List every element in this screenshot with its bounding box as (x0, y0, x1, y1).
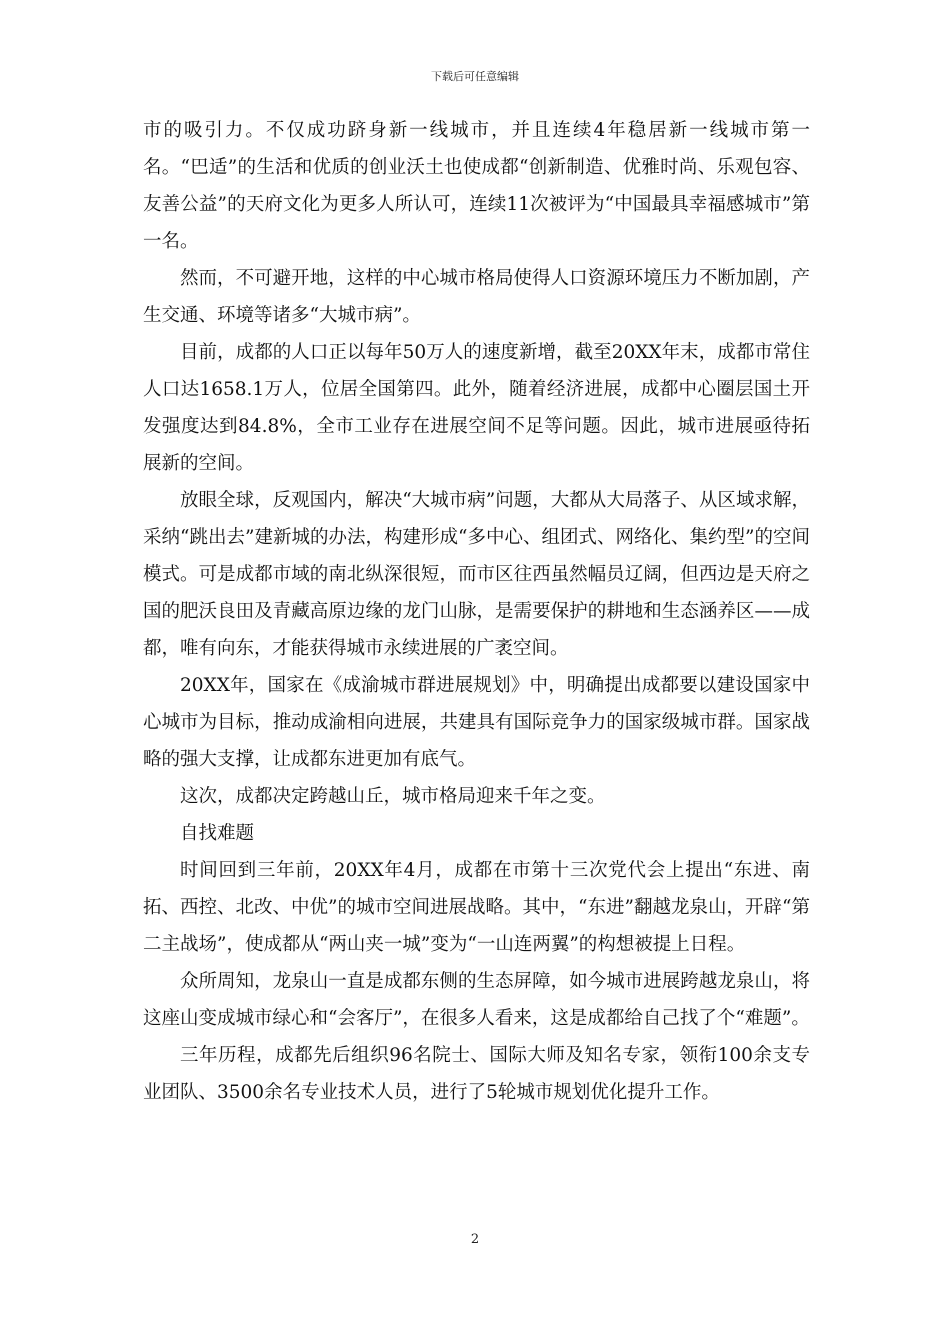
paragraph: 众所周知，龙泉山一直是成都东侧的生态屏障，如今城市进展跨越龙泉山，将这座山变成城市绿心和“会客厅”，在很多人看来，这是成都给自己找了个“难题”。 (143, 971, 810, 1029)
paragraph: 放眼全球，反观国内，解决“大城市病”问题，大都从大局落子、从区域求解，采纳“跳出去”建新城的办法，构建形成“多中心、组团式、网络化、集约型”的空间模式。可是成都市域的南北纵深很短，而市区往西虽然幅员辽阔，但西边是天府之国的肥沃良田及青藏高原边缘的龙门山脉，是需要保护的耕地和生态涵养区——成都，唯有向东，才能获得城市永续进展的广袤空间。 (143, 490, 810, 659)
paragraph: 时间回到三年前，20XX年4月，成都在市第十三次党代会上提出“东进、南拓、西控、北改、中优”的城市空间进展战略。其中，“东进”翻越龙泉山，开辟“第二主战场”，使成都从“两山夹一城”变为“一山连两翼”的构想被提上日程。 (143, 860, 810, 955)
paragraph: 三年历程，成都先后组织96名院士、国际大师及知名专家，领衔100余支专业团队、3500余名专业技术人员，进行了5轮城市规划优化提升工作。 (143, 1045, 810, 1103)
paragraph: 这次，成都决定跨越山丘，城市格局迎来千年之变。 (180, 786, 606, 807)
paragraph: 然而，不可避开地，这样的中心城市格局使得人口资源环境压力不断加剧，产生交通、环境等诸多“大城市病”。 (143, 268, 810, 326)
section-heading: 自找难题 (180, 823, 255, 844)
paragraph: 20XX年，国家在《成渝城市群进展规划》中，明确提出成都要以建设国家中心城市为目标，推动成渝相向进展，共建具有国际竞争力的国家级城市群。国家战略的强大支撑，让成都东进更加有底气。 (143, 675, 810, 770)
document-body (143, 112, 810, 1111)
paragraph: 目前，成都的人口正以每年50万人的速度新增，截至20XX年末，成都市常住人口达1658.1万人，位居全国第四。此外，随着经济进展，成都中心圈层国土开发强度达到84.8%，全市工业存在进展空间不足等问题。因此，城市进展亟待拓展新的空间。 (143, 342, 810, 474)
page-header: 下载后可任意编辑 (431, 70, 519, 83)
paragraph: 市的吸引力。不仅成功跻身新一线城市，并且连续4年稳居新一线城市第一名。“巴适”的生活和优质的创业沃土也使成都“创新制造、优雅时尚、乐观包容、友善公益”的天府文化为更多人所认可，连续11次被评为“中国最具幸福感城市”第一名。 (143, 120, 810, 252)
page-number: 2 (470, 1232, 480, 1247)
